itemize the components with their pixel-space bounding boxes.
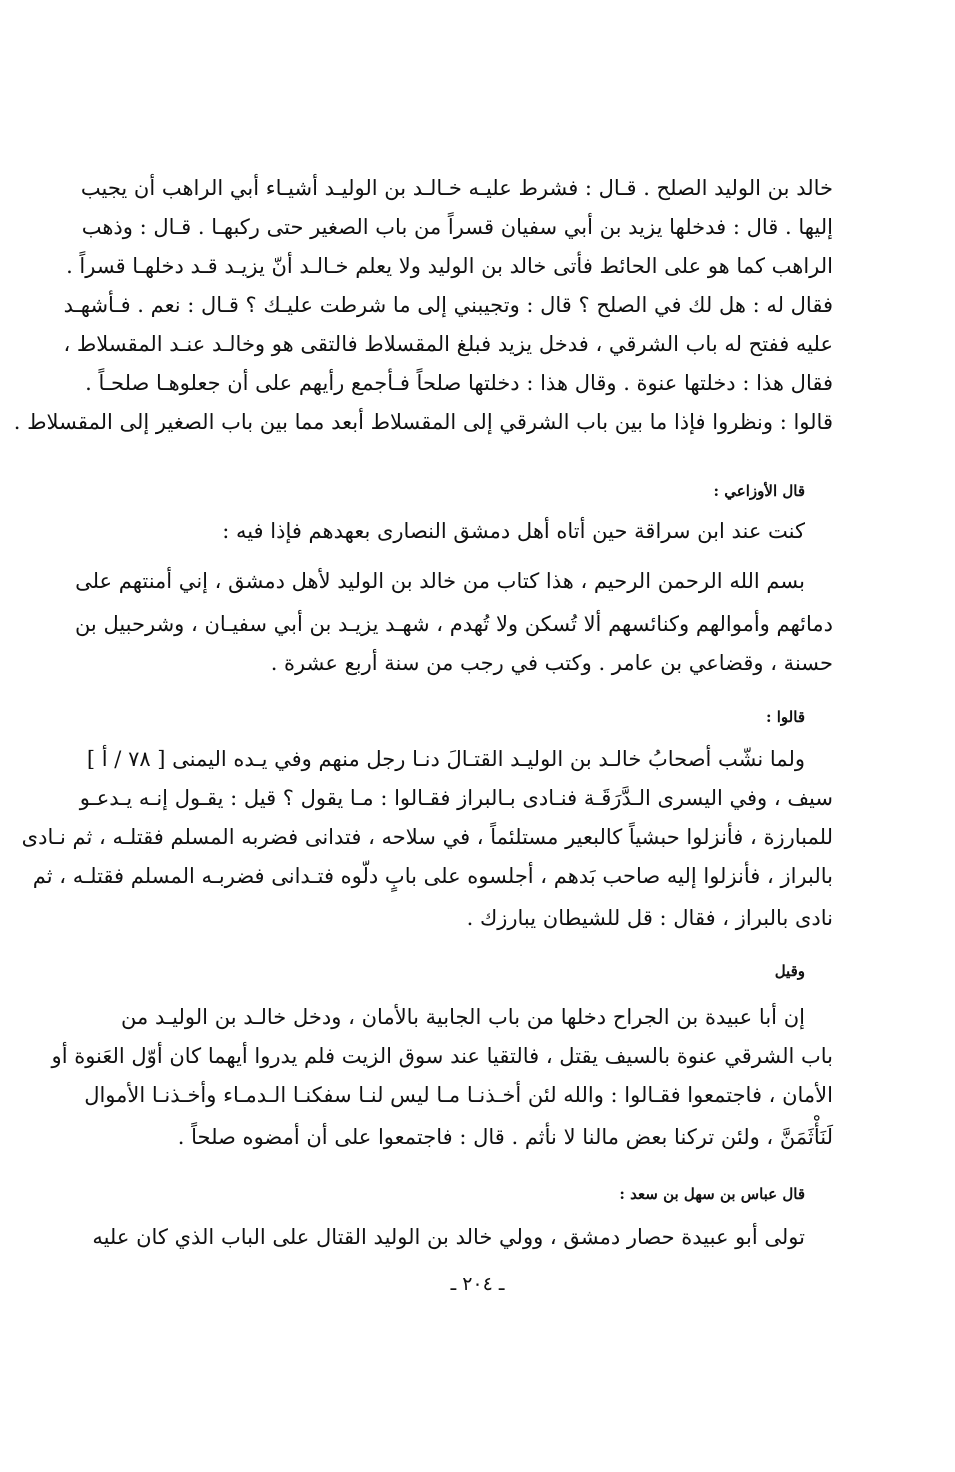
section-heading: قال عباس بن سهل بن سعد : <box>619 1185 805 1203</box>
text-line: فقال له : هل لك في الصلح ؟ قال : وتجيبني إلى ما شرطت عليـك ؟ قـال : نعم . فـأشهـد <box>63 293 833 317</box>
text-line: قالوا : ونظروا فإذا ما بين باب الشرقي إلى المقسلاط أبعد مما بين باب الصغير إلى المقسلاط . <box>13 410 833 434</box>
text-line: باب الشرقي عنوة بالسيف يقتل ، فالتقيا عند سوق الزيت فلم يدروا أيهما كان أوّل العَنوة أو <box>51 1044 833 1068</box>
text-line: إليها . قال : فدخلها يزيد بن أبي سفيان قسراً من باب الصغير حتى ركبهـا . قـال : وذهب <box>81 215 833 239</box>
section-heading: قال الأوزاعي : <box>713 482 805 500</box>
text-line: نادى بالبراز ، فقال : قل للشيطان يبارزك . <box>466 906 833 930</box>
text-line: تولى أبو عبيدة حصار دمشق ، وولي خالد بن الوليد القتال على الباب الذي كان عليه <box>92 1225 805 1249</box>
text-line: إن أبا عبيدة بن الجراح دخلها من باب الجابية بالأمان ، ودخل خالـد بن الوليـد من <box>121 1005 805 1029</box>
text-line: بسم الله الرحمن الرحيم ، هذا كتاب من خالد بن الوليد لأهل دمشق ، إني أمنتهم على <box>75 569 805 593</box>
text-line: عليه ففتح له باب الشرقي ، فدخل يزيد فبلغ المقسلاط فالتقى هو وخالـد عنـد المقسلاط ، <box>63 332 833 356</box>
text-line: دمائهم وأموالهم وكنائسهم ألا تُسكن ولا تُهدم ، شهـد يزيـد بن أبي سفيـان ، وشرحبيل بن <box>74 612 833 636</box>
text-line: بالبراز ، فأنزلوا إليه صاحب بَدهم ، أجلسوه على بابٍ دلّوه فتـدانى فضربـه المسلم فقتلـه ، ثم <box>32 864 833 888</box>
page-number: ـ ٢٠٤ ـ <box>450 1273 505 1295</box>
text-line: كنت عند ابن سراقة حين أتاه أهل دمشق النصارى بعهدهم فإذا فيه : <box>222 519 805 543</box>
section-heading: وقيل <box>774 962 805 980</box>
text-line: الراهب كما هو على الحائط فأتى خالد بن الوليد ولا يعلم خـالـد أنّ يزيـد قـد دخلهـا قسراً . <box>66 254 833 278</box>
text-line: لَنَأْثَمَنَّ ، ولئن تركنا بعض مالنا لا نأثم . قال : فاجتمعوا على أن أمضوه صلحاً . <box>177 1125 833 1149</box>
text-line: ولما نشّب أصحابُ خالـد بن الوليـد القتـالَ دنـا رجل منهم وفي يـده اليمنى [ ٧٨ / أ ] <box>86 747 805 771</box>
text-line: الأمان ، فاجتمعوا فقـالوا : والله لئن أخـذنـا مـا ليس لنـا سفكنـا الـدمـاء وأخـذنـا الأموال <box>84 1083 833 1107</box>
text-line: للمبارزة ، فأنزلوا حبشياً كالبعير مستلئماً ، في سلاحه ، فتدانى فضربه المسلم فقتلـه ، ثم نـادى <box>21 825 833 849</box>
section-heading: قالوا : <box>766 708 805 726</box>
text-line: خالد بن الوليد الصلح . قـال : فشرط عليـه خـالـد بن الوليـد أشيـاء أبي الراهب أن يجيب <box>80 176 833 200</box>
text-line: سيف ، وفي اليسرى الـدَّرَقَـة فنـادى بـالبراز فقـالوا : مـا يقول ؟ قيل : يقـول إنـه يـدعـو <box>79 786 833 810</box>
text-line: حسنة ، وقضاعي بن عامر . وكتب في رجب من سنة أربع عشرة . <box>270 651 833 675</box>
text-line: فقال هذا : دخلتها عنوة . وقال هذا : دخلتها صلحاً فـأجمع رأيهم على أن جعلوهـا صلحـاً . <box>85 371 833 395</box>
